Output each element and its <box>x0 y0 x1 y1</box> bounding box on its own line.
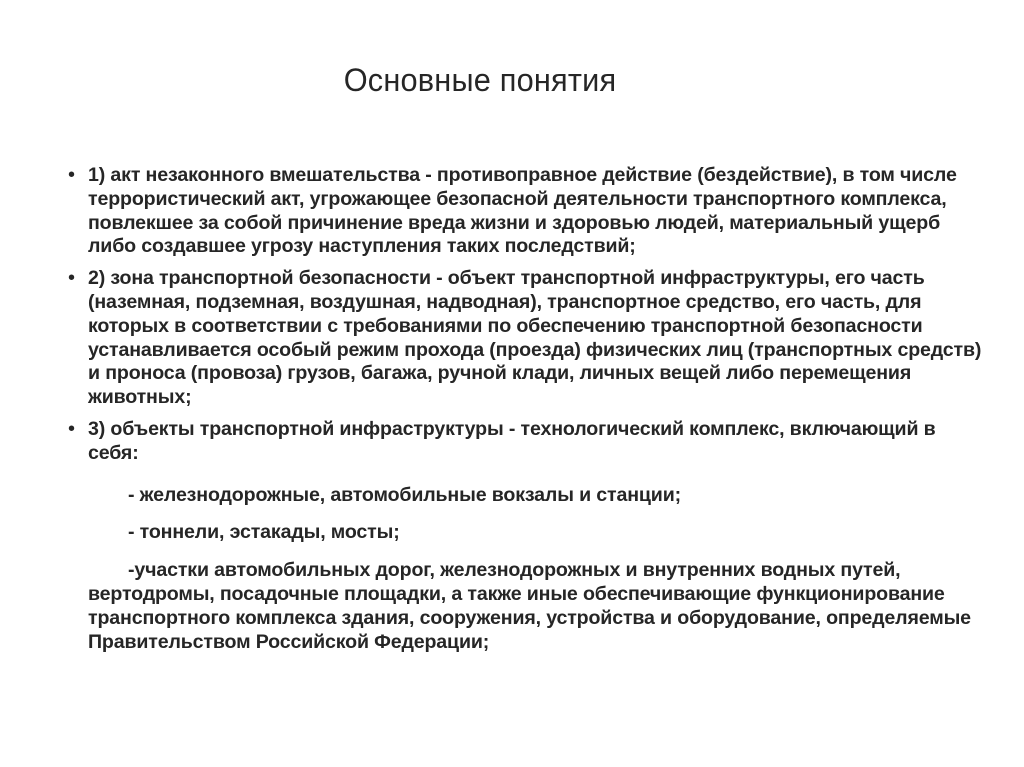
bullet-icon: • <box>68 417 76 440</box>
slide-title: Основные понятия <box>343 62 617 98</box>
definition-item-3 <box>68 418 988 466</box>
subitem-roads: -участки автомобильных дорог, железнодорожных и внутренних водных путей, вертодромы, посадочные площадки, а также иные обеспечивающие функционирование транспортного комплекса здания, сооружения, устройства и оборудование, определяемые Правительством Российской Федерации; <box>88 559 971 653</box>
subitem-stations: - железнодорожные, автомобильные вокзалы и станции; <box>128 483 681 506</box>
definition-text-1: 1) акт незаконного вмешательства - противоправное действие (бездействие), в том числе террористический акт, угрожающее безопасной деятельности транспортного комплекса, повлекшее за собой причинение вреда жизни и здоровью людей, материальный ущерб либо создавшее угрозу наступления таких последствий; <box>88 164 957 258</box>
bullet-icon: • <box>68 267 76 290</box>
definition-text-2: 2) зона транспортной безопасности - объект транспортной инфраструктуры, его часть (наземная, подземная, воздушная, надводная), транспортное средство, его часть, для которых в соответствии с требованиями по обеспечению транспортной безопасности устанавливается особый режим прохода (проезда) физических лиц (транспортных средств) и проноса (провоза) грузов, багажа, ручной клади, личных вещей либо перемещения животных; <box>88 267 982 409</box>
definition-text-3: 3) объекты транспортной инфраструктуры - технологический комплекс, включающий в себя: <box>88 417 936 464</box>
definition-item-1 <box>68 164 988 259</box>
subitem-tunnels: - тоннели, эстакады, мосты; <box>128 521 400 544</box>
definition-item-2 <box>68 267 988 410</box>
bullet-icon: • <box>68 164 76 186</box>
slide-body <box>68 164 988 654</box>
